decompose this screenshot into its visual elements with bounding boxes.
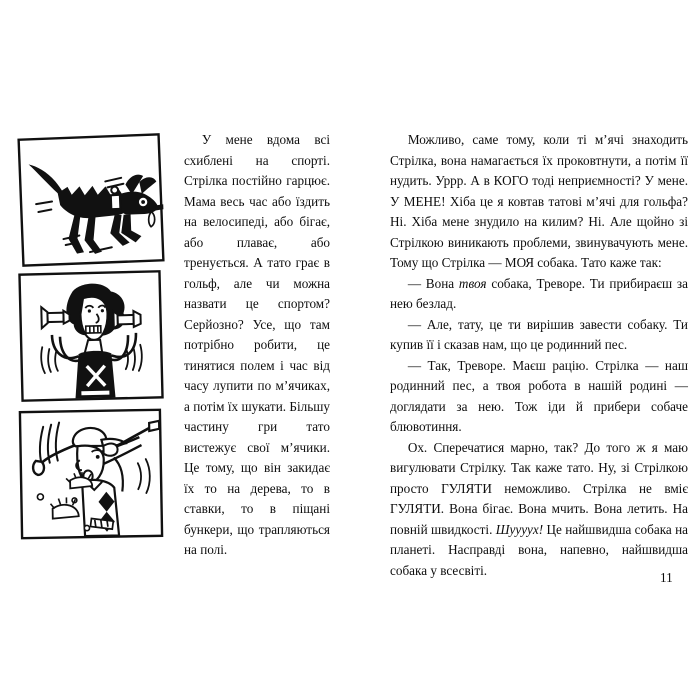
paragraph — [390, 130, 688, 274]
running-dog-illustration — [16, 131, 167, 269]
father-playing-golf-illustration — [17, 407, 165, 542]
paragraph — [390, 274, 688, 315]
body-text-column-right — [390, 130, 688, 581]
text-run: Можливо, саме тому, коли ті м’ячі знаходить Стрілка, вона намагається їх проковтнути, а потім її нудить. Уррр. А в КОГО тоді неприємності? У мене. У МЕНЕ! Хіба це я ковтав татові м’ячі для гольфа? Ні. Хіба мене знудило на килим? Ні. Але щойно зі Стрілкою виникають проблеми, звинувачують мене. Тому що Стрілка — МОЯ собака. Тато каже так: — [390, 132, 688, 270]
emphasis-text: Шууууx! — [495, 521, 544, 537]
paragraph — [390, 438, 688, 582]
text-run: — Вона — [407, 275, 459, 291]
text-run: Ох. Сперечатися марно, так? До того ж я маю вигулювати Стрілку. Так каже тато. Ну, зі Стрілкою просто ГУЛЯТИ неможливо. Стрілка не вміє ГУЛЯТИ. Вона бігає. Вона мчить. Вона летить. На повній швидкості. — [390, 439, 688, 537]
emphasis-text: твоя — [458, 275, 487, 291]
paragraph: У мене вдома всі схиблені на спорті. Стрілка постійно гарцює. Мама весь час або їздить на велосипеді, або бігає, або плаває, або тренується. А тато грає в гольф, але чи можна назвати це спортом? Серйозно? Усе, що там потрібно робити, це тинятися полем і час від часу лупити по м’ячиках, а потім їх шукати. Більшу частину гри тато вистежує свої м’ячики. Це тому, що він закидає їх то на дерева, то в ставки, то в піщані бункери, що трапляються на полі. — [184, 132, 330, 557]
mother-lifting-weights-illustration — [16, 268, 165, 404]
text-run: — Але, тату, це ти вирішив завести собаку. Ти купив її і сказав нам, що це родинний пес. — [390, 316, 688, 352]
text-run: собака, Треворе. Ти прибираєш за нею безлад. — [390, 275, 688, 311]
paragraph — [390, 315, 688, 356]
paragraph — [390, 356, 688, 438]
illustration-column — [18, 130, 173, 550]
body-text-column-left — [184, 130, 330, 561]
text-run: — Так, Треворе. Маєш рацію. Стрілка — наш родинний пес, а твоя робота в нашій родині — доглядати за нею. Тож іди й прибери собаче блювотиння. — [390, 357, 688, 434]
page-number: 11 — [660, 570, 673, 585]
text-run: Це найшвидша собака на планеті. Насправді вона, напевно, найшвидша собака у всесвіті. — [390, 521, 689, 578]
